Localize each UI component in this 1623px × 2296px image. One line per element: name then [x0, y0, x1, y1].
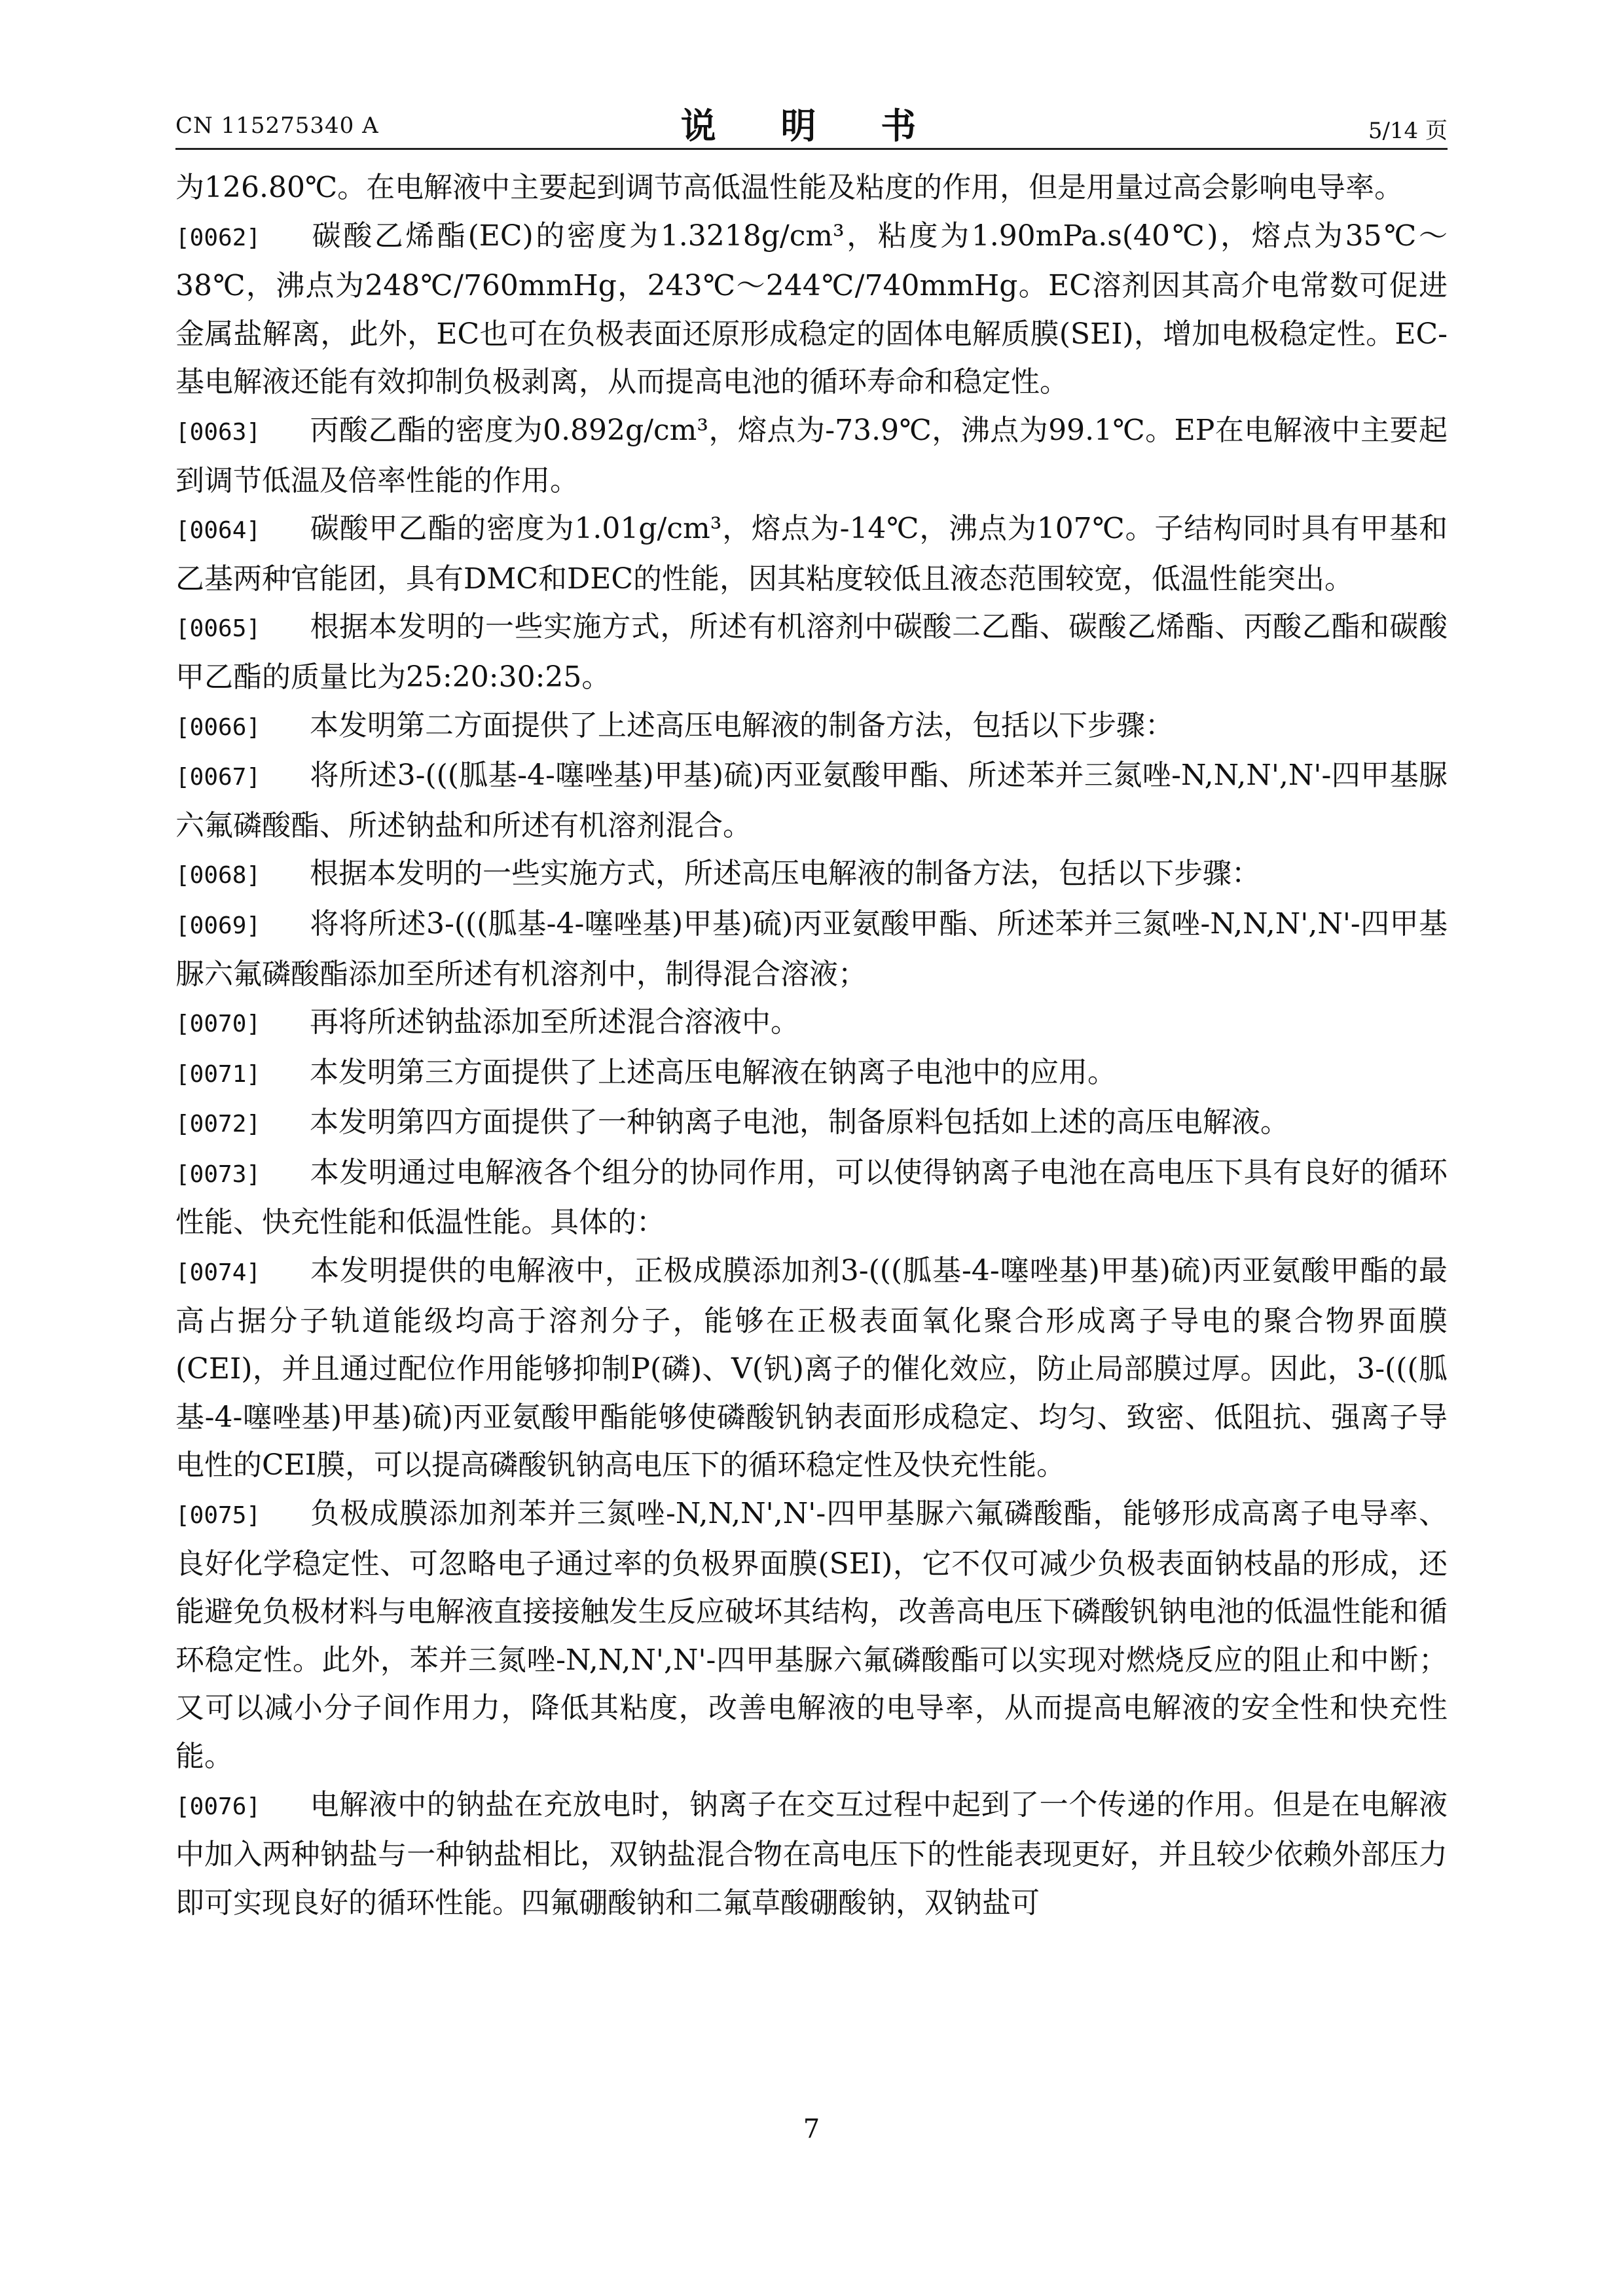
paragraph-number: [0071]: [175, 1060, 261, 1088]
paragraph-number: [0074]: [175, 1259, 261, 1287]
page-header: [175, 98, 1448, 151]
paragraph-text: 本发明第三方面提供了上述高压电解液在钠离子电池中的应用。: [310, 1055, 1116, 1089]
paragraph: [175, 406, 1448, 505]
paragraph: [175, 212, 1448, 406]
paragraph-number: [0065]: [175, 615, 261, 643]
paragraph-number: [0072]: [175, 1111, 261, 1138]
paragraph-text: 碳酸乙烯酯(EC)的密度为1.3218g/cm³，粘度为1.90mPa.s(40℃)，熔点为35℃～38℃，沸点为248℃/760mmHg，243℃～244℃/740mmHg。EC溶剂因其高介电常数可促进金属盐解离，此外，EC也可在负极表面还原形成稳定的固体电解质膜(SEI)，增加电极稳定性。EC-基电解液还能有效抑制负极剥离，从而提高电池的循环寿命和稳定性。: [175, 219, 1448, 399]
header-rule: [175, 148, 1448, 150]
document-title: 说 明 书: [680, 105, 943, 147]
paragraph-text: 碳酸甲乙酯的密度为1.01g/cm³，熔点为-14℃，沸点为107℃。子结构同时具有甲基和乙基两种官能团，具有DMC和DEC的性能，因其粘度较低且液态范围较宽，低温性能突出。: [175, 512, 1448, 596]
paragraph-number: [0064]: [175, 517, 261, 545]
paragraph-text: 负极成膜添加剂苯并三氮唑-N,N,N',N'-四甲基脲六氟磷酸酯，能够形成高离子电导率、良好化学稳定性、可忽略电子通过率的负极界面膜(SEI)，它不仅可减少负极表面钠枝晶的形成，还能避免负极材料与电解液直接接触发生反应破坏其结构，改善高电压下磷酸钒钠电池的低温性能和循环稳定性。此外，苯并三氮唑-N,N,N',N'-四甲基脲六氟磷酸酯可以实现对燃烧反应的阻止和中断；又可以减小分子间作用力，降低其粘度，改善电解液的电导率，从而提高电解液的安全性和快充性能。: [175, 1497, 1448, 1773]
paragraph-text: 根据本发明的一些实施方式，所述有机溶剂中碳酸二乙酯、碳酸乙烯酯、丙酸乙酯和碳酸甲乙酯的质量比为25:20:30:25。: [175, 610, 1448, 694]
paragraph-text: 根据本发明的一些实施方式，所述高压电解液的制备方法，包括以下步骤：: [310, 857, 1260, 891]
paragraph-number: [0075]: [175, 1502, 261, 1530]
document-number: CN 115275340 A: [175, 113, 379, 139]
paragraph-number: [0063]: [175, 418, 261, 446]
paragraph-text: 本发明通过电解液各个组分的协同作用，可以使得钠离子电池在高电压下具有良好的循环性能、快充性能和低温性能。具体的：: [175, 1155, 1448, 1240]
paragraph: [175, 850, 1448, 900]
paragraph: [175, 505, 1448, 603]
paragraph: [175, 164, 1448, 212]
paragraph-number: [0068]: [175, 862, 261, 889]
paragraph: [175, 1049, 1448, 1099]
paragraph-text: 丙酸乙酯的密度为0.892g/cm³，熔点为-73.9℃，沸点为99.1℃。EP在电解液中主要起到调节低温及倍率性能的作用。: [175, 413, 1448, 497]
paragraph-number: [0069]: [175, 912, 261, 939]
paragraph-number: [0062]: [175, 224, 261, 251]
paragraph: [175, 900, 1448, 998]
paragraph-text: 再将所述钠盐添加至所述混合溶液中。: [310, 1005, 799, 1039]
document-body: [175, 164, 1448, 1927]
page-of-total: 5/14 页: [1368, 118, 1448, 144]
paragraph: [175, 751, 1448, 850]
paragraph-number: [0076]: [175, 1793, 261, 1820]
paragraph-number: [0073]: [175, 1160, 261, 1188]
paragraph: [175, 1490, 1448, 1781]
paragraph-text: 电解液中的钠盐在充放电时，钠离子在交互过程中起到了一个传递的作用。但是在电解液中加入两种钠盐与一种钠盐相比，双钠盐混合物在高电压下的性能表现更好，并且较少依赖外部压力即可实现良好的循环性能。四氟硼酸钠和二氟草酸硼酸钠，双钠盐可: [175, 1787, 1448, 1920]
paragraph-text: 本发明第二方面提供了上述高压电解液的制备方法，包括以下步骤：: [310, 708, 1174, 742]
paragraph-text: 本发明第四方面提供了一种钠离子电池，制备原料包括如上述的高压电解液。: [310, 1105, 1289, 1139]
paragraph-text: 为126.80℃。在电解液中主要起到调节高低温性能及粘度的作用，但是用量过高会影响电导率。: [175, 171, 1404, 204]
paragraph: [175, 1781, 1448, 1928]
paragraph-text: 本发明提供的电解液中，正极成膜添加剂3-(((胍基-4-噻唑基)甲基)硫)丙亚氨酸甲酯的最高占据分子轨道能级均高于溶剂分子，能够在正极表面氧化聚合形成离子导电的聚合物界面膜(CEI)，并且通过配位作用能够抑制P(磷)、V(钒)离子的催化效应，防止局部膜过厚。因此，3-(((胍基-4-噻唑基)甲基)硫)丙亚氨酸甲酯能够使磷酸钒钠表面形成稳定、均匀、致密、低阻抗、强离子导电性的CEI膜，可以提高磷酸钒钠高电压下的循环稳定性及快充性能。: [175, 1254, 1448, 1482]
paragraph: [175, 1247, 1448, 1490]
page-number: 7: [803, 2114, 820, 2144]
paragraph: [175, 1149, 1448, 1247]
paragraph-number: [0067]: [175, 764, 261, 791]
paragraph: [175, 998, 1448, 1049]
paragraph-number: [0070]: [175, 1011, 261, 1038]
paragraph: [175, 603, 1448, 701]
paragraph: [175, 1098, 1448, 1149]
paragraph-number: [0066]: [175, 713, 261, 741]
paragraph-text: 将所述3-(((胍基-4-噻唑基)甲基)硫)丙亚氨酸甲酯、所述苯并三氮唑-N,N,N',N'-四甲基脲六氟磷酸酯、所述钠盐和所述有机溶剂混合。: [175, 759, 1448, 842]
paragraph-text: 将将所述3-(((胍基-4-噻唑基)甲基)硫)丙亚氨酸甲酯、所述苯并三氮唑-N,N,N',N'-四甲基脲六氟磷酸酯添加至所述有机溶剂中，制得混合溶液；: [175, 906, 1448, 991]
paragraph: [175, 702, 1448, 752]
